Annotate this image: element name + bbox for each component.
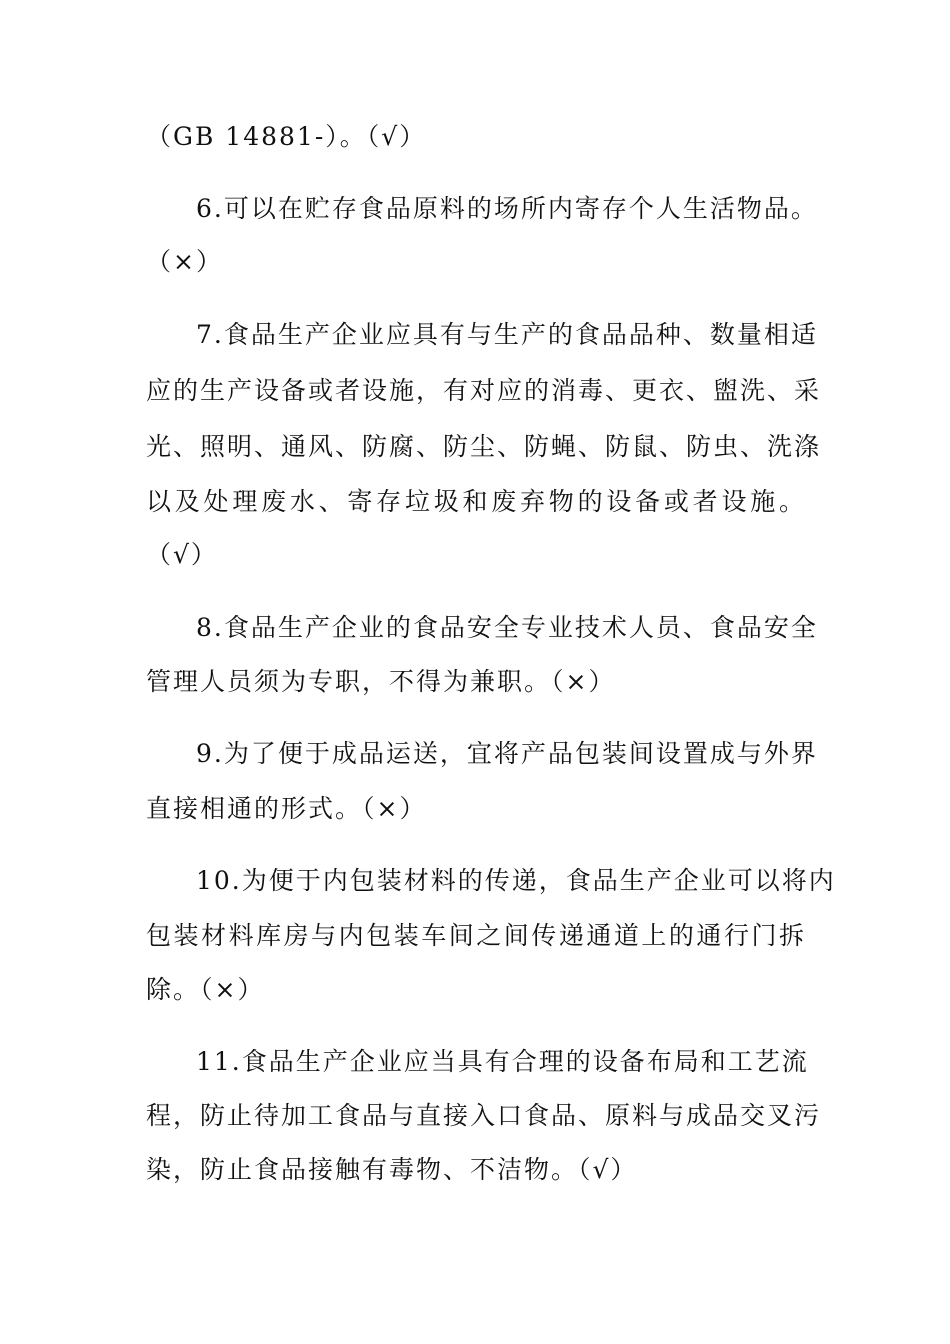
paragraph-line: 11.食品生产企业应当具有合理的设备布局和工艺流 xyxy=(196,1047,809,1076)
paragraph-line: 程，防止待加工食品与直接入口食品、原料与成品交叉污 xyxy=(146,1101,822,1130)
paragraph-line: 7.食品生产企业应具有与生产的食品品种、数量相适 xyxy=(196,320,818,349)
paragraph-line: 染，防止食品接触有毒物、不洁物。（√） xyxy=(146,1155,638,1184)
paragraph-line: 直接相通的形式。（×） xyxy=(146,794,427,823)
paragraph-line: 包装材料库房与内包装车间之间传递通道上的通行门拆 xyxy=(146,921,806,950)
paragraph-line: 管理人员须为专职，不得为兼职。（×） xyxy=(146,667,616,696)
paragraph-line: 9.为了便于成品运送，宜将产品包装间设置成与外界 xyxy=(196,739,818,768)
paragraph-line: 以及处理废水、寄存垃圾和废弃物的设备或者设施。 xyxy=(146,487,806,516)
paragraph-line: （GB 14881-）。（√） xyxy=(146,122,427,151)
paragraph-line: 10.为便于内包装材料的传递，食品生产企业可以将内 xyxy=(196,866,836,895)
paragraph-line: （√） xyxy=(146,540,218,569)
paragraph-line: 6.可以在贮存食品原料的场所内寄存个人生活物品。 xyxy=(196,194,818,223)
paragraph-line: （×） xyxy=(146,247,223,276)
paragraph-line: 8.食品生产企业的食品安全专业技术人员、食品安全 xyxy=(196,613,818,642)
paragraph-line: 应的生产设备或者设施，有对应的消毒、更衣、盥洗、采 xyxy=(146,376,822,405)
paragraph-line: 除。（×） xyxy=(146,975,265,1004)
paragraph-line: 光、照明、通风、防腐、防尘、防蝇、防鼠、防虫、洗涤 xyxy=(146,432,822,461)
